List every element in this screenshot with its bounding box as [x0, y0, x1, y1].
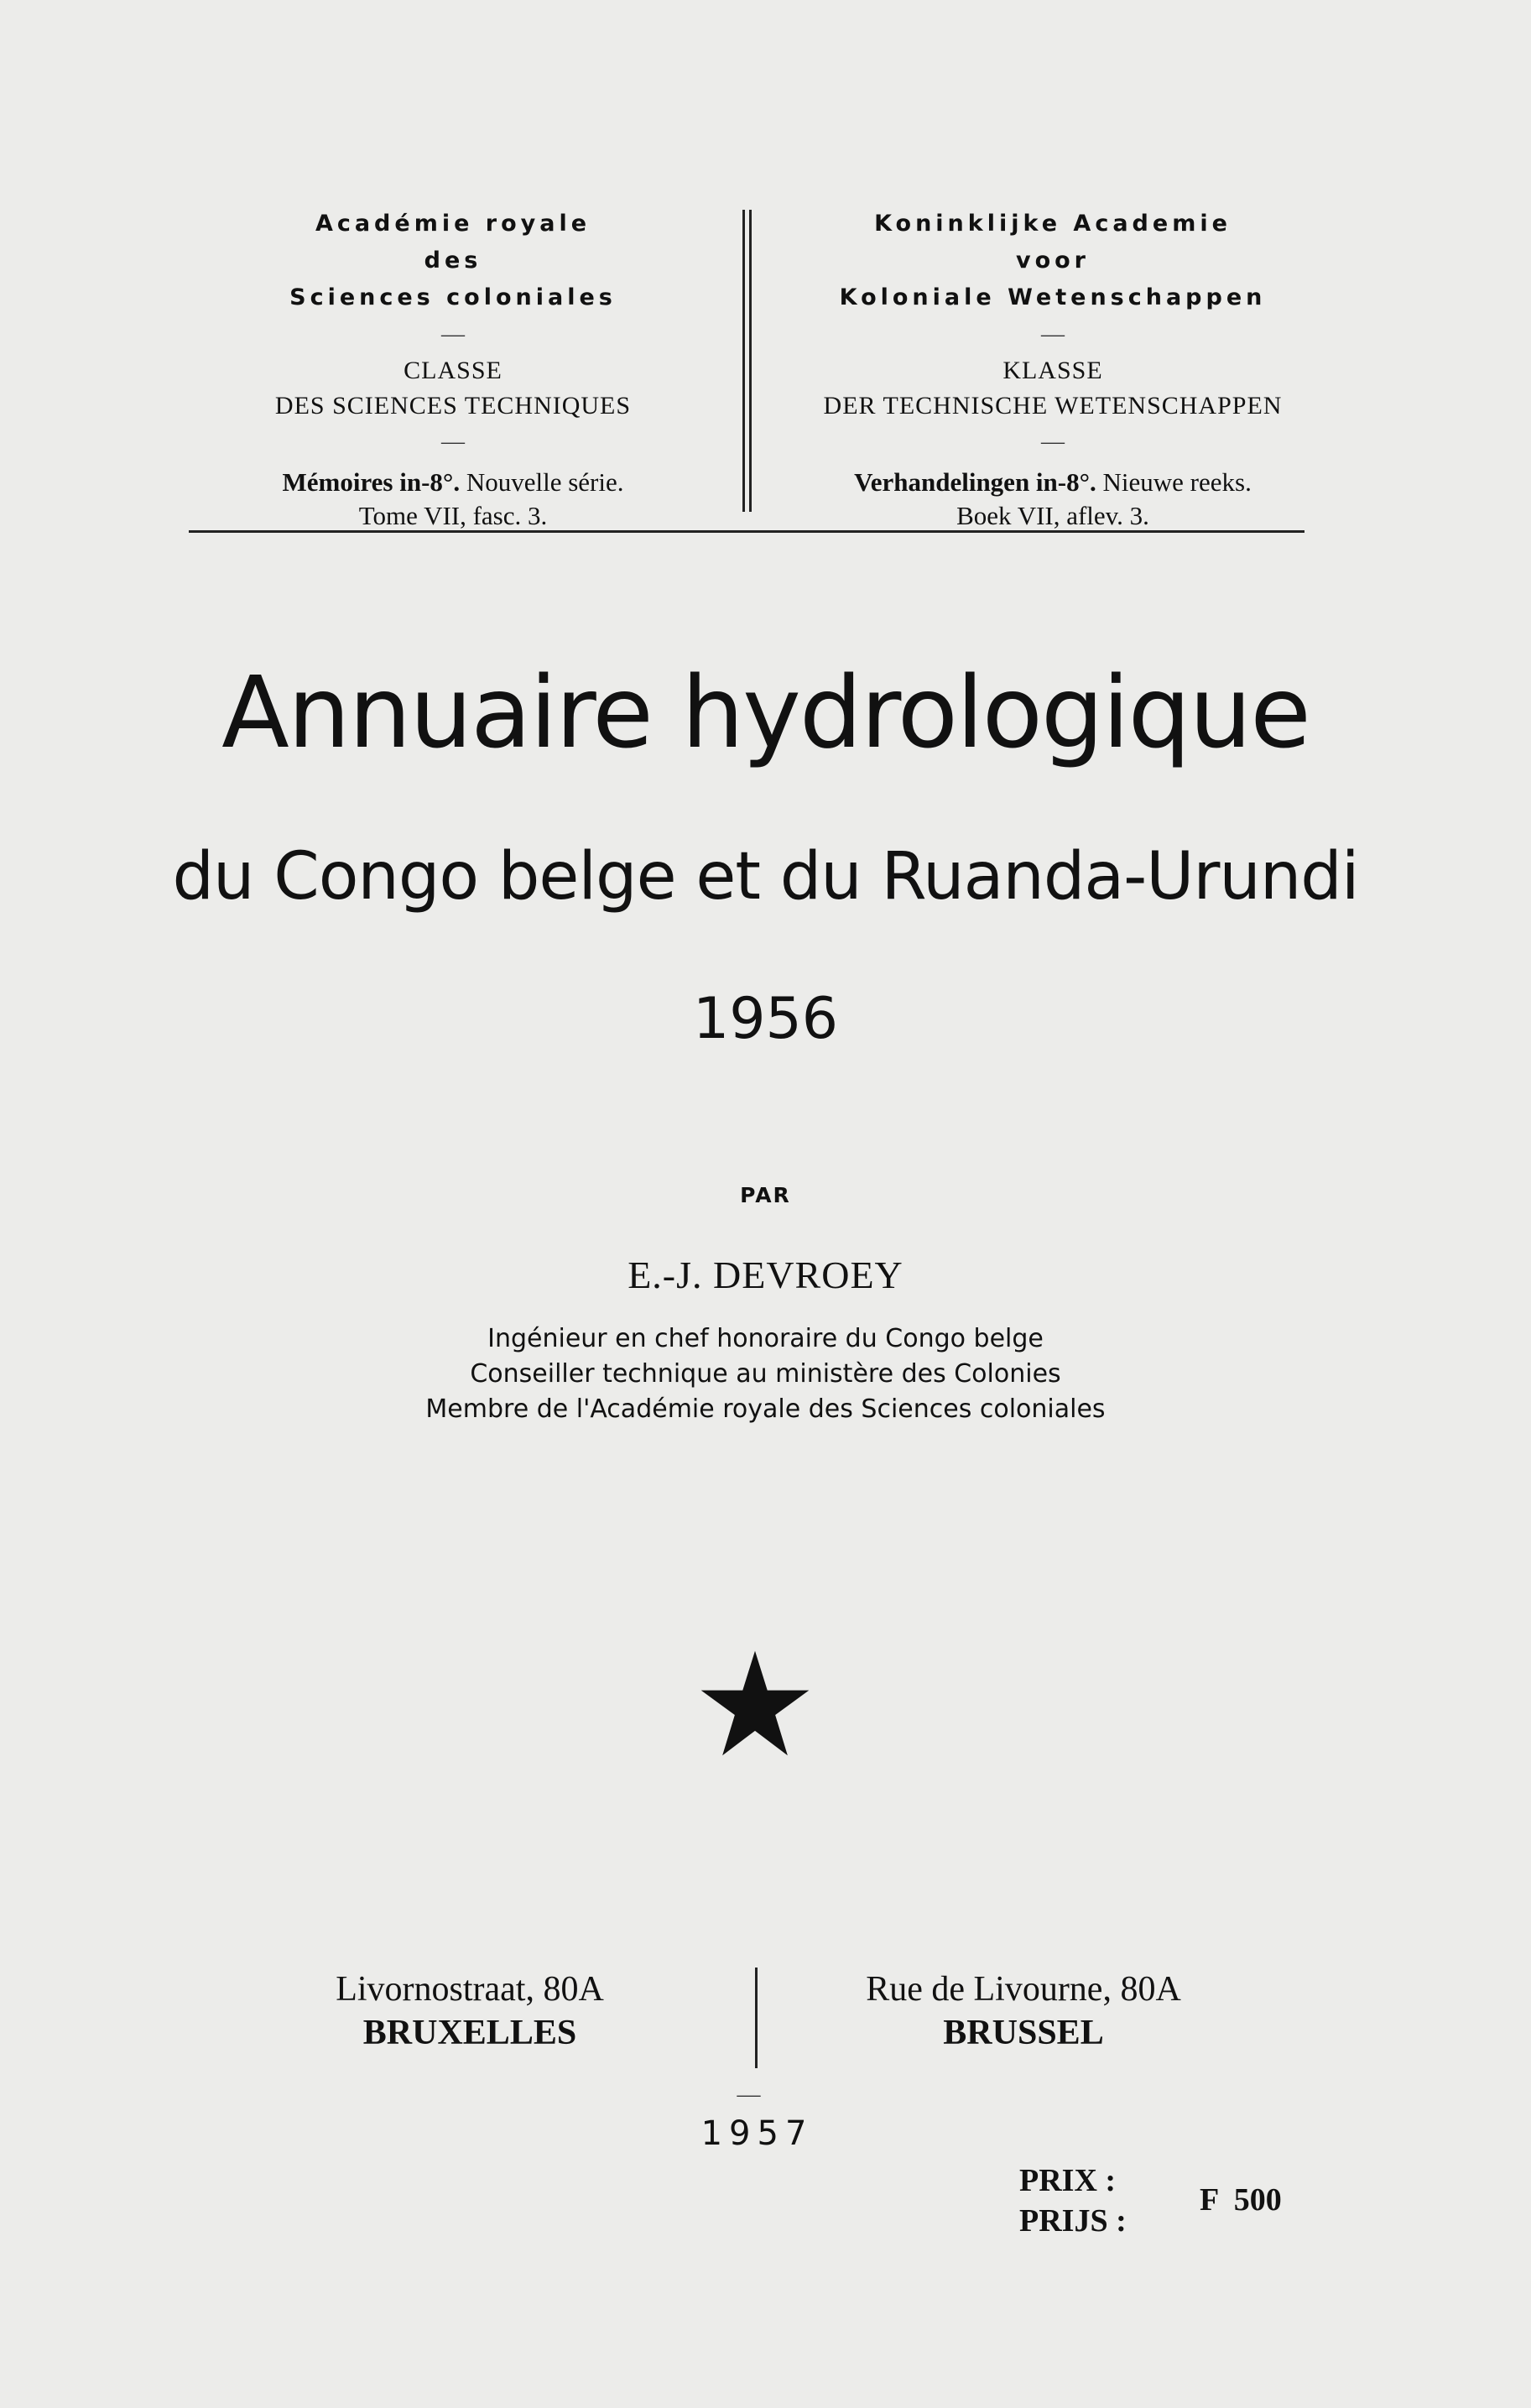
title-sub: du Congo belge et du Ruanda-Urundi — [172, 839, 1359, 915]
publication-year: 1957 — [700, 2114, 814, 2153]
footer-right-address — [805, 1968, 1242, 2055]
price-value: F 500 — [1200, 2182, 1282, 2218]
class-fr-line2: DES SCIENCES TECHNIQUES — [274, 392, 632, 420]
price-label-nl: PRIJS : — [1019, 2203, 1127, 2239]
by-label: PAR — [740, 1183, 791, 1207]
separator-dash: — — [1041, 429, 1065, 455]
city-right: BRUSSEL — [943, 2014, 1104, 2052]
street-right: Rue de Livourne, 80A — [866, 1970, 1181, 2009]
institution-fr-line3: Sciences coloniales — [289, 284, 617, 310]
street-left: Livornostraat, 80A — [336, 1970, 604, 2009]
institution-fr-line1: Académie royale — [315, 211, 591, 237]
class-nl-line1: KLASSE — [1002, 357, 1103, 384]
series-nl-bold: Verhandelingen in-8°. — [854, 467, 1096, 497]
header-divider-line — [749, 210, 752, 512]
separator-dash: — — [1041, 321, 1065, 347]
title-year: 1956 — [692, 986, 839, 1052]
header-left — [168, 206, 738, 533]
footer-divider-line — [755, 1968, 758, 2068]
author-credential: Conseiller technique au ministère des Colonies — [470, 1359, 1061, 1389]
price-label-fr: PRIX : — [1019, 2163, 1117, 2198]
series-nl-line1 — [759, 466, 1346, 499]
footer-dash: — — [737, 2082, 761, 2108]
separator-dash: — — [441, 321, 465, 347]
institution-nl-line1: Koninklijke Academie — [874, 211, 1232, 237]
series-fr-rest: Nouvelle série. — [460, 467, 624, 497]
title-main: Annuaire hydrologique — [221, 654, 1310, 770]
class-nl-line2: DER TECHNISCHE WETENSCHAPPEN — [823, 392, 1283, 420]
institution-nl-line2: voor — [1015, 248, 1090, 274]
series-fr-line2: Tome VII, fasc. 3. — [358, 501, 548, 530]
separator-dash: — — [441, 429, 465, 455]
series-fr-line1 — [168, 466, 738, 499]
institution-fr-line2: des — [424, 248, 482, 274]
star-icon — [699, 1649, 811, 1761]
footer-left-address — [268, 1968, 671, 2055]
series-fr-bold: Mémoires in-8°. — [282, 467, 461, 497]
header-rule — [189, 530, 1304, 533]
city-left: BRUXELLES — [362, 2014, 577, 2052]
header-right — [759, 206, 1346, 533]
price-labels — [1019, 2160, 1127, 2241]
header-divider-line — [742, 210, 745, 512]
author-credential: Membre de l'Académie royale des Sciences coloniales — [425, 1394, 1106, 1424]
class-fr-line1: CLASSE — [404, 357, 503, 384]
institution-nl-line3: Koloniale Wetenschappen — [839, 284, 1267, 310]
series-nl-line2: Boek VII, aflev. 3. — [956, 501, 1149, 530]
author-credential: Ingénieur en chef honoraire du Congo belge — [487, 1324, 1044, 1353]
series-nl-rest: Nieuwe reeks. — [1096, 467, 1252, 497]
author-name: E.-J. DEVROEY — [628, 1254, 903, 1296]
